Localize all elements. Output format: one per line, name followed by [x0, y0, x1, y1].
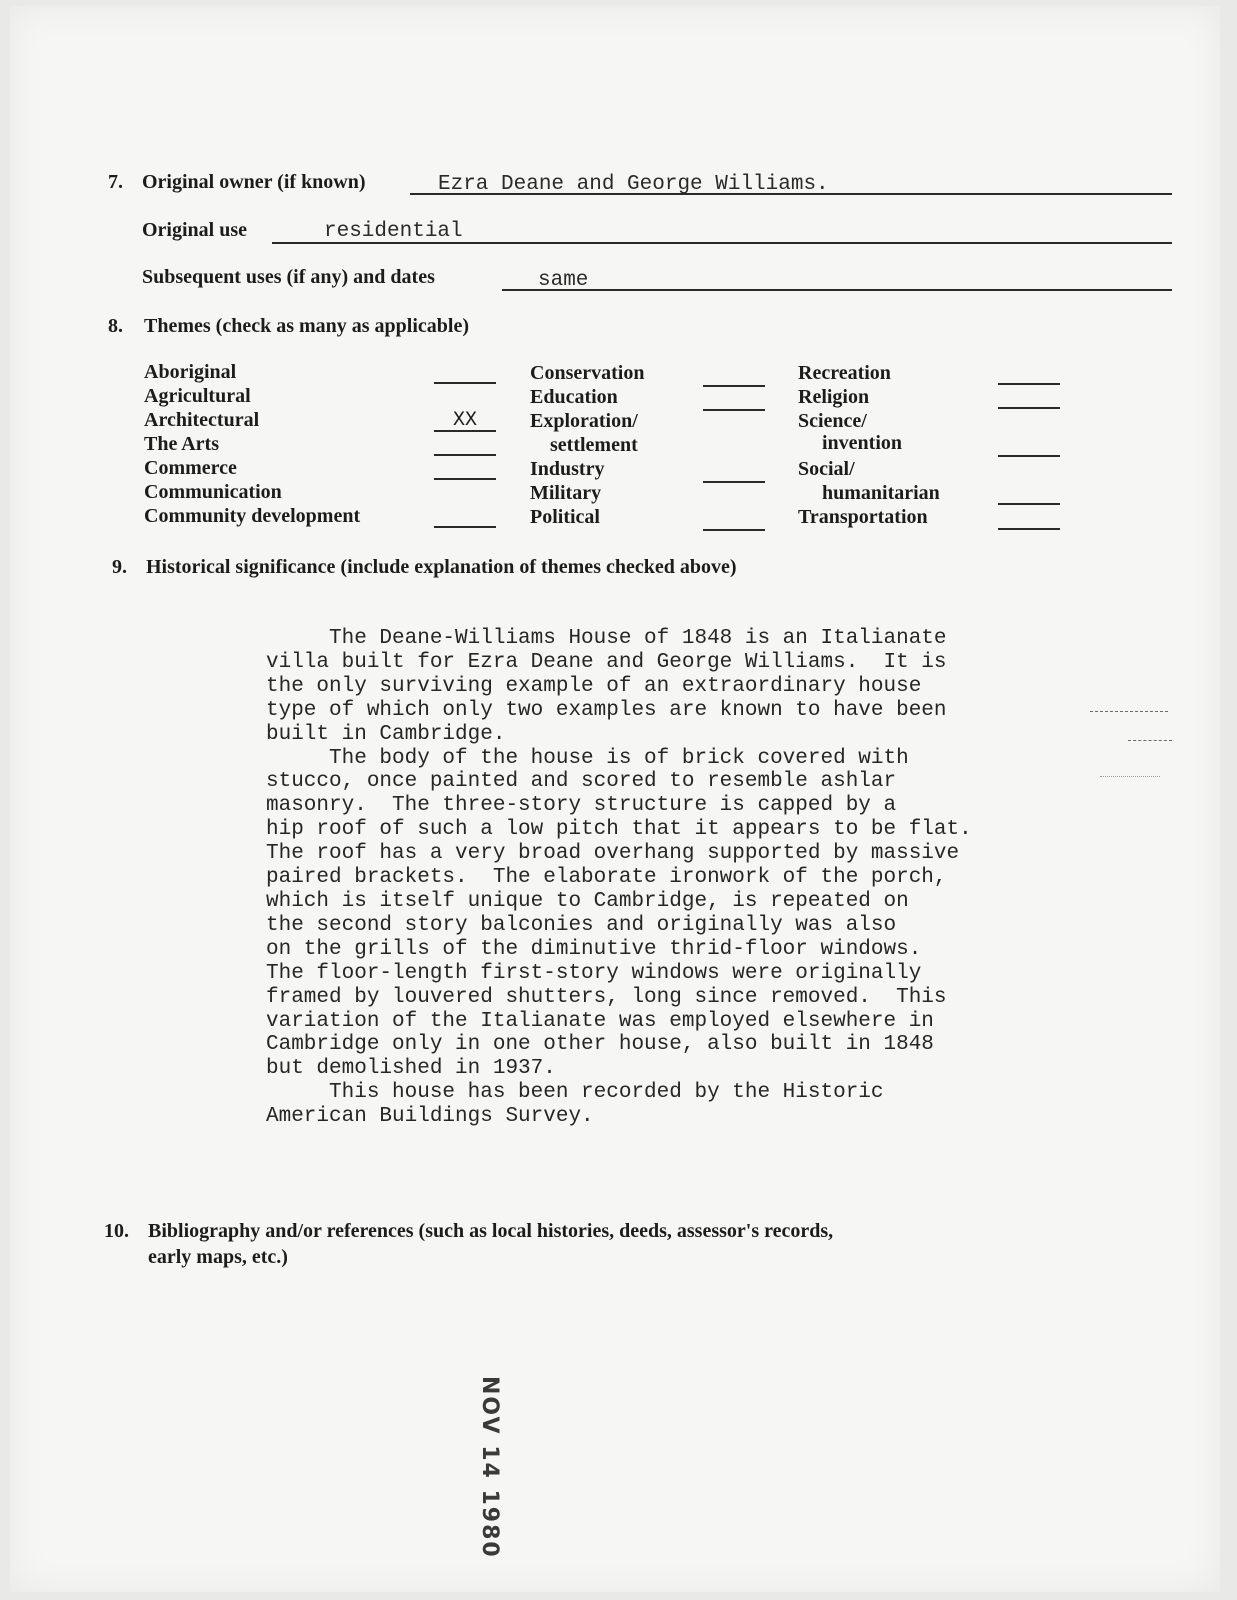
original-use-label: Original use [142, 219, 248, 241]
theme-architectural: Architectural [144, 409, 260, 431]
blank-science [998, 455, 1060, 457]
blank-recreation [998, 383, 1060, 385]
subsequent-uses-label: Subsequent uses (if any) and dates [142, 266, 435, 288]
blank-religion [998, 407, 1060, 409]
theme-religion: Religion [798, 386, 870, 408]
blank-conservation [703, 385, 765, 387]
theme-science: Science/ [798, 410, 867, 432]
form-page [10, 6, 1220, 1592]
subsequent-uses-line [502, 289, 1172, 291]
architectural-check-mark: XX [452, 409, 477, 432]
original-owner-value: Ezra Deane and George Williams. [438, 173, 829, 196]
theme-agricultural: Agricultural [144, 385, 251, 407]
subsequent-uses-value: same [538, 269, 589, 292]
theme-communication: Communication [144, 481, 282, 503]
blank-aboriginal [434, 382, 496, 384]
blank-political [703, 529, 765, 531]
section9-number: 9. [112, 556, 127, 578]
section10-number: 10. [104, 1220, 129, 1242]
theme-social: Social/ [798, 458, 855, 480]
themes-heading: Themes (check as many as applicable) [144, 315, 469, 337]
theme-transportation: Transportation [798, 506, 928, 528]
margin-mark [1128, 740, 1172, 741]
theme-the-arts: The Arts [144, 433, 219, 455]
theme-commerce: Commerce [144, 457, 237, 479]
margin-mark [1100, 776, 1160, 777]
theme-education: Education [530, 386, 618, 408]
original-use-value: residential [324, 220, 463, 243]
blank-community-development [434, 526, 496, 528]
section7-number: 7. [108, 171, 123, 193]
blank-humanitarian [998, 503, 1060, 505]
historical-significance-heading: Historical significance (include explanation of themes checked above) [146, 556, 737, 578]
original-owner-label: Original owner (if known) [142, 171, 366, 193]
section8-number: 8. [108, 315, 123, 337]
theme-settlement: settlement [550, 434, 638, 456]
theme-invention: invention [822, 432, 903, 454]
bibliography-heading-line2: early maps, etc.) [148, 1246, 288, 1268]
theme-conservation: Conservation [530, 362, 645, 384]
theme-community-development: Community development [144, 505, 361, 527]
theme-recreation: Recreation [798, 362, 891, 384]
blank-transportation [998, 528, 1060, 530]
bibliography-heading-line1: Bibliography and/or references (such as local histories, deeds, assessor's records, [148, 1220, 834, 1242]
blank-industry [703, 481, 765, 483]
theme-exploration: Exploration/ [530, 410, 638, 432]
blank-the-arts [434, 454, 496, 456]
theme-aboriginal: Aboriginal [144, 361, 237, 383]
historical-significance-text: The Deane-Williams House of 1848 is an Italianate villa built for Ezra Deane and George Williams. It is the only surviving example of an extraordinary house type of which only two examples are known to have been built in Cambridge. The body of the house is of brick covered with stucco, once painted and scored to resemble ashlar masonry. The three-story structure is capped by a hip roof of such a low pitch that it appears to be flat. The roof has a very broad overhang supported by massive paired brackets. The elaborate ironwork of the porch, which is itself unique to Cambridge, is repeated on the second story balconies and originally was also on the grills of the diminutive thrid-floor windows. The floor-length first-story windows were originally framed by louvered shutters, long since removed. This variation of the Italianate was employed elsewhere in Cambridge only in one other house, also built in 1848 but demolished in 1937. This house has been recorded by the Historic American Buildings Survey. [266, 627, 972, 1129]
theme-military: Military [530, 482, 602, 504]
received-date-stamp: NOV 14 1980 [477, 1376, 502, 1559]
blank-education [703, 409, 765, 411]
blank-commerce [434, 478, 496, 480]
theme-industry: Industry [530, 458, 605, 480]
theme-political: Political [530, 506, 600, 528]
theme-humanitarian: humanitarian [822, 482, 940, 504]
margin-mark [1090, 711, 1168, 712]
